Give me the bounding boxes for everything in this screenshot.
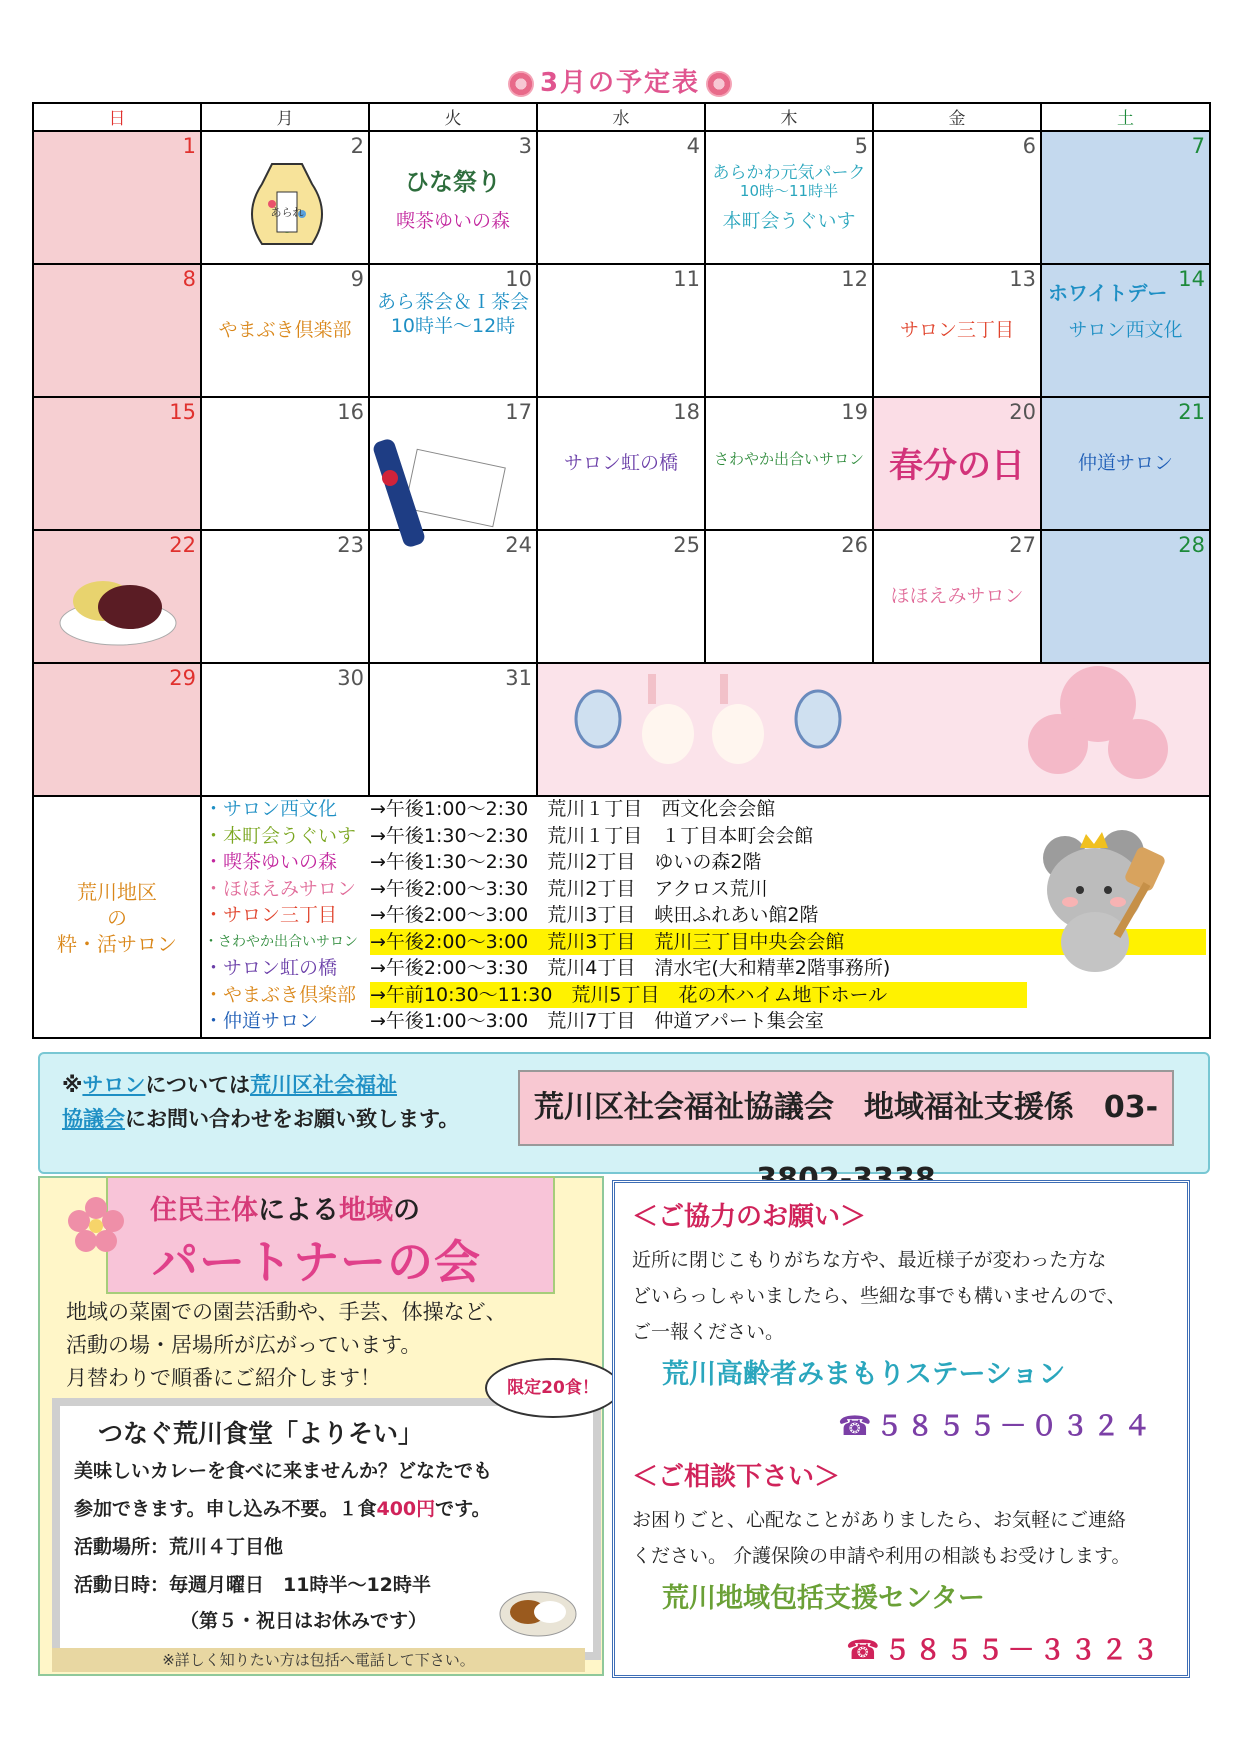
notice-text xyxy=(62,1068,502,1136)
day-number: 15 xyxy=(169,400,196,424)
district-label-cell xyxy=(33,796,201,1038)
watch-station-name: 荒川高齢者みまもりステーション xyxy=(662,1359,1066,1390)
calendar-day-cell xyxy=(33,663,201,796)
day-number: 13 xyxy=(1009,267,1036,291)
notice-part1: については xyxy=(145,1073,251,1097)
salon-detail: →午後2:00～3:00 荒川3丁目 荒川三丁目中央会会館 xyxy=(370,929,1206,955)
day-number: 10 xyxy=(505,267,532,291)
day-number: 22 xyxy=(169,533,196,557)
day-number: 17 xyxy=(505,400,532,424)
page-title xyxy=(0,62,1240,99)
day-number: 7 xyxy=(1191,134,1205,158)
partner-h1d: の xyxy=(393,1195,420,1226)
flower-icon xyxy=(706,71,732,97)
support-center-tel[interactable]: ☎５８５５－３３２３ xyxy=(846,1635,1163,1666)
calendar-event: 本町会うぐいす xyxy=(722,210,856,232)
calendar-day-cell xyxy=(369,264,537,397)
plum-flower-icon xyxy=(66,1196,126,1256)
day-number: 24 xyxy=(505,533,532,557)
calendar-day-cell xyxy=(1041,131,1210,264)
calendar-event: サロン西文化 xyxy=(1068,319,1183,341)
cafe-title: つなぐ荒川食堂「よりそい」 xyxy=(98,1419,424,1448)
notice-part2: にお問い合わせをお願い致します。 xyxy=(125,1107,460,1131)
flower-icon xyxy=(508,71,534,97)
calendar-event: 10時～11時半 xyxy=(739,182,839,200)
salon-detail: →午後1:30～2:30 荒川１丁目 １丁目本町会会館 xyxy=(370,824,814,847)
salon-name: ・喫茶ゆいの森 xyxy=(204,851,338,873)
calendar-event: ほほえみサロン xyxy=(890,585,1024,607)
salon-name: ・さわやか出合いサロン xyxy=(204,933,358,950)
cafe-line-2 xyxy=(74,1494,491,1521)
council-link-1[interactable]: 荒川区社会福祉 xyxy=(250,1073,398,1097)
calendar-day-cell xyxy=(873,131,1041,264)
calendar-day-cell xyxy=(537,530,705,663)
day-number: 12 xyxy=(841,267,868,291)
partner-body-line: 地域の菜園での園芸活動や、手芸、体操など、 xyxy=(66,1300,507,1324)
day-number: 9 xyxy=(350,267,364,291)
consult-heading: ＜ご相談下さい＞ xyxy=(632,1462,841,1492)
cafe-line-2b: です。 xyxy=(435,1498,491,1520)
salon-name: ・仲道サロン xyxy=(204,1010,319,1032)
day-number: 1 xyxy=(182,134,196,158)
calendar-day-cell xyxy=(369,663,537,796)
district-label: の xyxy=(107,906,127,930)
day-number: 3 xyxy=(518,134,532,158)
council-link-2[interactable]: 協議会 xyxy=(62,1107,125,1131)
calendar-event: やまぶき倶楽部 xyxy=(218,319,352,341)
calendar-day-cell xyxy=(1041,397,1210,530)
day-number: 31 xyxy=(505,666,532,690)
cafe-line-5: （第５・祝日はお休みです） xyxy=(180,1610,428,1632)
salon-name: ・サロン三丁目 xyxy=(204,904,338,926)
day-number: 11 xyxy=(673,267,700,291)
day-number: 27 xyxy=(1009,533,1036,557)
day-number: 14 xyxy=(1178,267,1205,291)
day-number: 26 xyxy=(841,533,868,557)
calendar-day-cell xyxy=(705,264,873,397)
cooperation-heading: ＜ご協力のお願い＞ xyxy=(632,1202,867,1232)
calendar-event: あらかわ元気パーク xyxy=(712,163,866,183)
partner-body-line: 活動の場・居場所が広がっています。 xyxy=(66,1333,422,1357)
salon-name: ・ほほえみサロン xyxy=(204,877,357,900)
limited-badge: 限定20食！ xyxy=(485,1358,621,1418)
day-number: 28 xyxy=(1178,533,1205,557)
calendar-day-cell xyxy=(873,530,1041,663)
salon-detail: →午後1:00～3:00 荒川7丁目 仲道アパート集会室 xyxy=(370,1010,824,1032)
weekday-header: 金 xyxy=(873,103,1041,131)
cafe-price: 400円 xyxy=(376,1498,436,1520)
cooperation-line: 近所に閉じこもりがちな方や、最近様子が変わった方な xyxy=(632,1249,1107,1271)
salon-name: ・サロン西文化 xyxy=(204,798,338,820)
arare-bag-illustration xyxy=(232,144,342,254)
calendar-day-cell xyxy=(705,530,873,663)
day-number: 20 xyxy=(1009,400,1036,424)
calendar-event: サロン虹の橋 xyxy=(563,452,678,474)
weekday-header: 木 xyxy=(705,103,873,131)
partner-h1a: 住民主体 xyxy=(150,1195,258,1226)
cooperation-line: ご一報ください。 xyxy=(632,1321,785,1343)
cooperation-line: どいらっしゃいましたら、些細な事でも構いませんので、 xyxy=(632,1285,1126,1307)
hina-dolls-illustration xyxy=(538,664,1209,789)
day-number: 25 xyxy=(673,533,700,557)
day-number: 18 xyxy=(673,400,700,424)
partner-body xyxy=(66,1296,507,1395)
calendar-day-cell xyxy=(201,397,369,530)
partner-heading-2: パートナーの会 xyxy=(152,1235,481,1289)
consult-line: ください。 介護保険の申請や利用の相談もお受けします。 xyxy=(632,1545,1131,1567)
calendar-day-cell xyxy=(369,131,537,264)
calendar-day-cell xyxy=(873,397,1041,530)
calendar-event: さわやか出合いサロン xyxy=(713,450,864,468)
calendar-day-cell xyxy=(33,397,201,530)
support-center-name: 荒川地域包括支援センター xyxy=(662,1583,985,1614)
salon-name: ・サロン虹の橋 xyxy=(204,957,338,979)
notice-mark: ※ xyxy=(62,1073,83,1097)
arare-label: あられ xyxy=(270,206,304,219)
day-number: 5 xyxy=(854,134,868,158)
weekday-header: 月 xyxy=(201,103,369,131)
cafe-footer: ※詳しく知りたい方は包括へ電話して下さい。 xyxy=(52,1648,585,1672)
day-number: 6 xyxy=(1022,134,1036,158)
partner-body-line: 月替わりで順番にご紹介します！ xyxy=(66,1366,381,1390)
ohagi-plate-illustration xyxy=(58,561,178,651)
calendar-event: 喫茶ゆいの森 xyxy=(395,210,510,232)
weekday-header: 水 xyxy=(537,103,705,131)
cooperation-body xyxy=(632,1242,1126,1350)
calendar-day-cell xyxy=(201,264,369,397)
cafe-line-3: 活動場所：荒川４丁目他 xyxy=(74,1536,284,1558)
district-label: 荒川地区 xyxy=(77,880,157,904)
calendar-day-cell xyxy=(33,264,201,397)
calendar-event: 仲道サロン xyxy=(1077,452,1173,474)
calendar-day-cell xyxy=(369,397,537,530)
salon-name: ・本町会うぐいす xyxy=(204,824,357,847)
salon-detail: →午後1:00～2:30 荒川１丁目 西文化会会館 xyxy=(370,798,776,820)
salon-detail: →午後1:30～2:30 荒川2丁目 ゆいの森2階 xyxy=(370,851,762,873)
weekday-header: 火 xyxy=(369,103,537,131)
day-number: 16 xyxy=(337,400,364,424)
salon-detail: →午後2:00～3:00 荒川3丁目 峡田ふれあい館2階 xyxy=(370,904,819,926)
title-text: 3月の予定表 xyxy=(539,68,701,98)
consult-line: お困りごと、心配なことがありましたら、お気軽にご連絡 xyxy=(632,1509,1127,1531)
calendar-day-cell xyxy=(33,131,201,264)
day-number: 23 xyxy=(337,533,364,557)
calendar-day-cell xyxy=(537,397,705,530)
weekday-header: 土 xyxy=(1041,103,1210,131)
calendar-event: サロン三丁目 xyxy=(899,319,1014,341)
cafe-line-4: 活動日時：毎週月曜日 11時半～12時半 xyxy=(74,1574,431,1596)
contact-box: 荒川区社会福祉協議会 地域福祉支援係 03- xyxy=(518,1070,1174,1146)
calendar-day-cell xyxy=(201,131,369,264)
curry-plate-illustration xyxy=(498,1576,578,1642)
calendar-event: あら茶会＆Ｉ茶会 xyxy=(376,291,529,313)
watch-station-tel[interactable]: ☎５８５５－０３２４ xyxy=(838,1411,1155,1442)
partner-h1c: 地域 xyxy=(339,1195,393,1226)
cafe-line-1: 美味しいカレーを食べに来ませんか？どなたでも xyxy=(74,1460,493,1482)
salon-detail: →午後2:00～3:30 荒川2丁目 アクロス荒川 xyxy=(370,877,768,900)
day-number: 19 xyxy=(841,400,868,424)
partner-heading-1 xyxy=(150,1188,420,1227)
day-number: 30 xyxy=(337,666,364,690)
salon-detail: →午前10:30～11:30 荒川5丁目 花の木ハイム地下ホール xyxy=(370,982,1027,1008)
consult-body xyxy=(632,1502,1131,1574)
calendar-day-cell xyxy=(1041,264,1210,397)
district-label: 粋・活サロン xyxy=(57,932,177,956)
cafe-line-2a: 参加できます。申し込み不要。１食 xyxy=(74,1498,377,1520)
calendar-day-cell xyxy=(201,530,369,663)
salon-link[interactable]: サロン xyxy=(82,1073,146,1097)
calendar-day-cell xyxy=(873,264,1041,397)
day-number: 21 xyxy=(1178,400,1205,424)
calendar-day-cell xyxy=(33,530,201,663)
calendar-day-cell xyxy=(705,131,873,264)
hina-banner-cell xyxy=(537,663,1210,796)
weekday-header: 日 xyxy=(33,103,201,131)
hina-matsuri-label: ひな祭り xyxy=(405,168,501,196)
calendar-day-cell xyxy=(201,663,369,796)
calendar-day-cell xyxy=(537,131,705,264)
calendar-event: 春分の日 xyxy=(889,446,1025,486)
calendar-event: 10時半～12時 xyxy=(390,315,516,337)
day-number: 29 xyxy=(169,666,196,690)
calendar-day-cell xyxy=(1041,530,1210,663)
calendar-day-cell xyxy=(369,530,537,663)
day-number: 2 xyxy=(350,134,364,158)
mouse-mascot-illustration xyxy=(1010,810,1180,980)
salon-name: ・やまぶき倶楽部 xyxy=(204,983,357,1006)
salon-detail: →午後2:00～3:30 荒川4丁目 清水宅(大和精華2階事務所) xyxy=(370,957,891,979)
calendar-day-cell xyxy=(705,397,873,530)
white-day-label: ホワイトデー xyxy=(1048,281,1168,305)
day-number: 8 xyxy=(182,267,196,291)
calendar-day-cell xyxy=(537,264,705,397)
day-number: 4 xyxy=(686,134,700,158)
partner-h1b: による xyxy=(258,1195,339,1226)
